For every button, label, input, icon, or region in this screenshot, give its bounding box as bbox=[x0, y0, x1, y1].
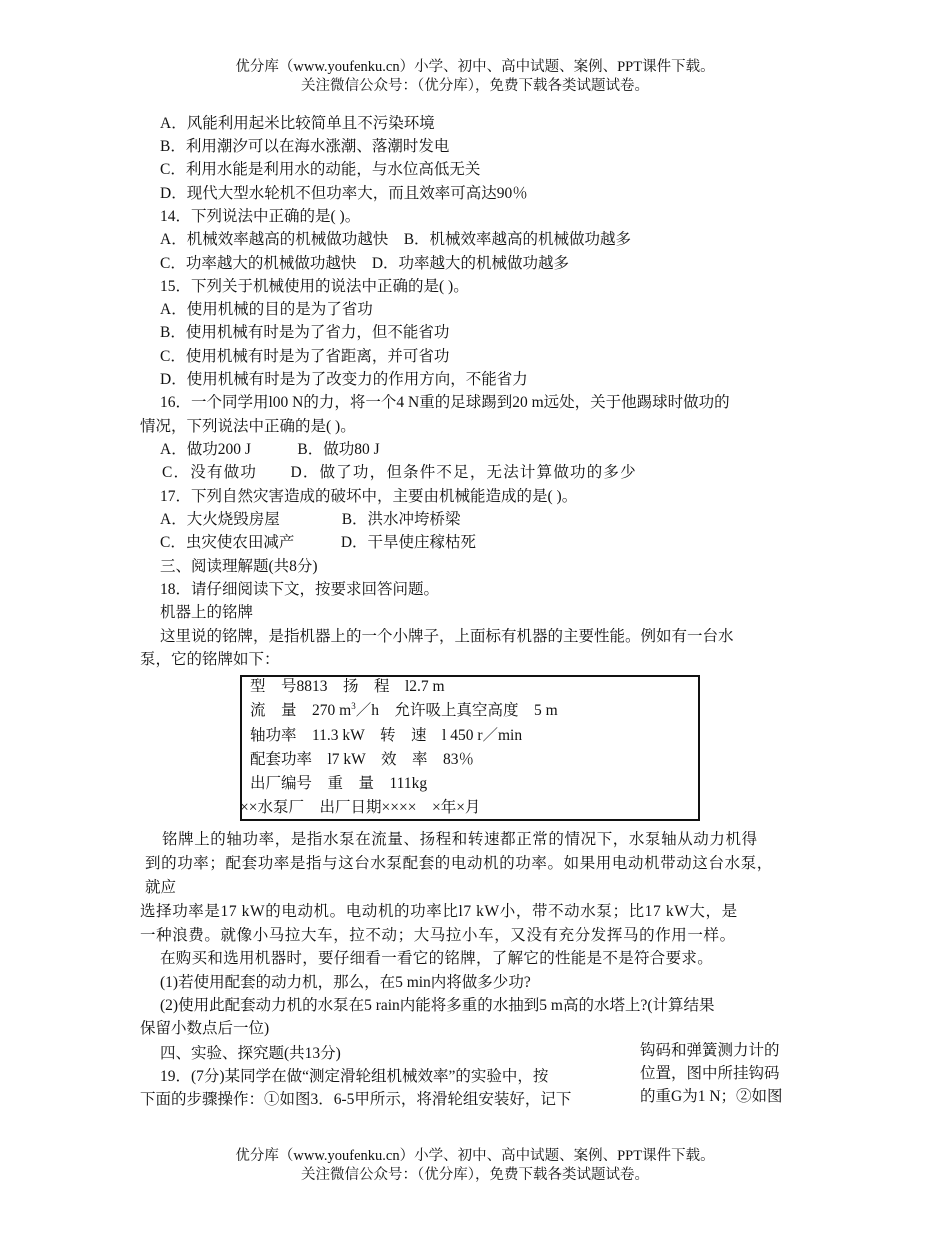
q13-option-c: C．利用水能是利用水的动能，与水位高低无关 bbox=[160, 161, 481, 178]
header-line-1: 优分库（www.youfenku.cn）小学、初中、高中试题、案例、PPT课件下载。 bbox=[235, 59, 715, 75]
article-intro-line-1: 这里说的铭牌，是指机器上的一个小牌子，上面标有机器的主要性能。例如有一台水 bbox=[160, 628, 734, 645]
nameplate-row-model: 型 号8813 扬 程 l2.7 m bbox=[250, 678, 445, 695]
q16-stem-line-1: 16．一个同学用l00 N的力，将一个4 N重的足球踢到20 m远处，关于他踢球时做功的 bbox=[160, 394, 730, 411]
q16-stem-line-2: 情况，下列说法中正确的是( )。 bbox=[140, 418, 356, 435]
nameplate-row-serial: 出厂编号 重 量 111kg bbox=[250, 775, 428, 792]
nameplate-flow-exponent: 3 bbox=[351, 700, 356, 711]
q17-options-cd: C．虫灾使农田减产 D．干旱使庄稼枯死 bbox=[160, 534, 477, 551]
passage-line-6: 在购买和选用机器时，要仔细看一看它的铭牌，了解它的性能是不是符合要求。 bbox=[160, 950, 714, 967]
footer-line-1: 优分库（www.youfenku.cn）小学、初中、高中试题、案例、PPT课件下载。 bbox=[235, 1148, 715, 1164]
q19-side-line-3: 的重G为1 N；②如图 bbox=[640, 1088, 783, 1105]
article-title: 机器上的铭牌 bbox=[160, 604, 254, 621]
nameplate-row-factory: ××水泵厂 出厂日期×××× ×年×月 bbox=[240, 799, 481, 816]
passage-line-3: 就应 bbox=[145, 879, 177, 896]
q14-options-ab: A．机械效率越高的机械做功越快 B．机械效率越高的机械做功越多 bbox=[160, 231, 632, 248]
nameplate-flow-rest: ／h 允许吸上真空高度 5 m bbox=[355, 702, 558, 719]
header-line-2: 关注微信公众号：（优分库），免费下载各类试题试卷。 bbox=[301, 78, 649, 94]
nameplate-row-rated-power: 配套功率 l7 kW 效 率 83％ bbox=[250, 751, 475, 768]
q16-options-cd: C．没有做功 D．做了功，但条件不足，无法计算做功的多少 bbox=[162, 464, 637, 481]
q18-sub-1: (1)若使用配套的动力机，那么，在5 min内将做多少功? bbox=[160, 974, 531, 991]
pump-nameplate bbox=[240, 675, 700, 821]
q15-stem: 15．下列关于机械使用的说法中正确的是( )。 bbox=[160, 278, 469, 295]
passage-line-1: 铭牌上的轴功率，是指水泵在流量、扬程和转速都正常的情况下，水泵轴从动力机得 bbox=[162, 831, 758, 848]
nameplate-flow-value: 流 量 270 m bbox=[250, 702, 352, 719]
q14-options-cd: C．功率越大的机械做功越快 D．功率越大的机械做功越多 bbox=[160, 255, 570, 272]
q17-stem: 17．下列自然灾害造成的破坏中，主要由机械能造成的是( )。 bbox=[160, 488, 578, 505]
passage-line-4: 选择功率是17 kW的电动机。电动机的功率比l7 kW小，带不动水泵；比17 kW大，是 bbox=[140, 903, 738, 920]
q13-option-d: D．现代大型水轮机不但功率大，而且效率可高达90％ bbox=[160, 185, 528, 202]
q17-options-ab: A．大火烧毁房屋 B．洪水冲垮桥梁 bbox=[160, 511, 461, 528]
page-footer bbox=[0, 1147, 950, 1185]
q13-option-b: B．利用潮汐可以在海水涨潮、落潮时发电 bbox=[160, 138, 450, 155]
q18-sub-2-line-2: 保留小数点后一位) bbox=[140, 1020, 270, 1037]
q15-option-b: B．使用机械有时是为了省力，但不能省功 bbox=[160, 324, 450, 341]
footer-line-2: 关注微信公众号：（优分库），免费下载各类试题试卷。 bbox=[301, 1167, 649, 1183]
q15-option-c: C．使用机械有时是为了省距离，并可省功 bbox=[160, 348, 450, 365]
q19-line-1: 19．(7分)某同学在做“测定滑轮组机械效率”的实验中，按 bbox=[160, 1068, 549, 1085]
q18-stem: 18．请仔细阅读下文，按要求回答问题。 bbox=[160, 581, 440, 598]
q18-sub-2-line-1: (2)使用此配套动力机的水泵在5 rain内能将多重的水抽到5 m高的水塔上?(计算结果 bbox=[160, 997, 715, 1014]
q14-stem: 14．下列说法中正确的是( )。 bbox=[160, 208, 361, 225]
q13-option-a: A．风能利用起米比较简单且不污染环境 bbox=[160, 115, 435, 132]
q15-option-d: D．使用机械有时是为了改变力的作用方向，不能省力 bbox=[160, 371, 528, 388]
q15-option-a: A．使用机械的目的是为了省功 bbox=[160, 301, 373, 318]
article-intro-line-2: 泵，它的铭牌如下： bbox=[140, 651, 280, 668]
section-4-title: 四、实验、探究题(共13分) bbox=[160, 1045, 341, 1062]
nameplate-row-flow bbox=[250, 701, 558, 721]
passage-line-2: 到的功率；配套功率是指与这台水泵配套的电动机的功率。如果用电动机带动这台水泵， bbox=[145, 855, 773, 872]
nameplate-row-shaft-power: 轴功率 11.3 kW 转 速 l 450 r／min bbox=[250, 727, 523, 744]
q19-side-line-1: 钩码和弹簧测力计的 bbox=[640, 1042, 780, 1059]
q16-options-ab: A．做功200 J B．做功80 J bbox=[160, 441, 380, 458]
q19-side-line-2: 位置，图中所挂钩码 bbox=[640, 1065, 780, 1082]
page-header bbox=[0, 58, 950, 96]
passage-line-5: 一种浪费。就像小马拉大车，拉不动；大马拉小车，又没有充分发挥马的作用一样。 bbox=[140, 927, 736, 944]
section-3-title: 三、阅读理解题(共8分) bbox=[160, 558, 318, 575]
q19-line-2: 下面的步骤操作：①如图3．6-5甲所示，将滑轮组安装好，记下 bbox=[140, 1091, 572, 1108]
